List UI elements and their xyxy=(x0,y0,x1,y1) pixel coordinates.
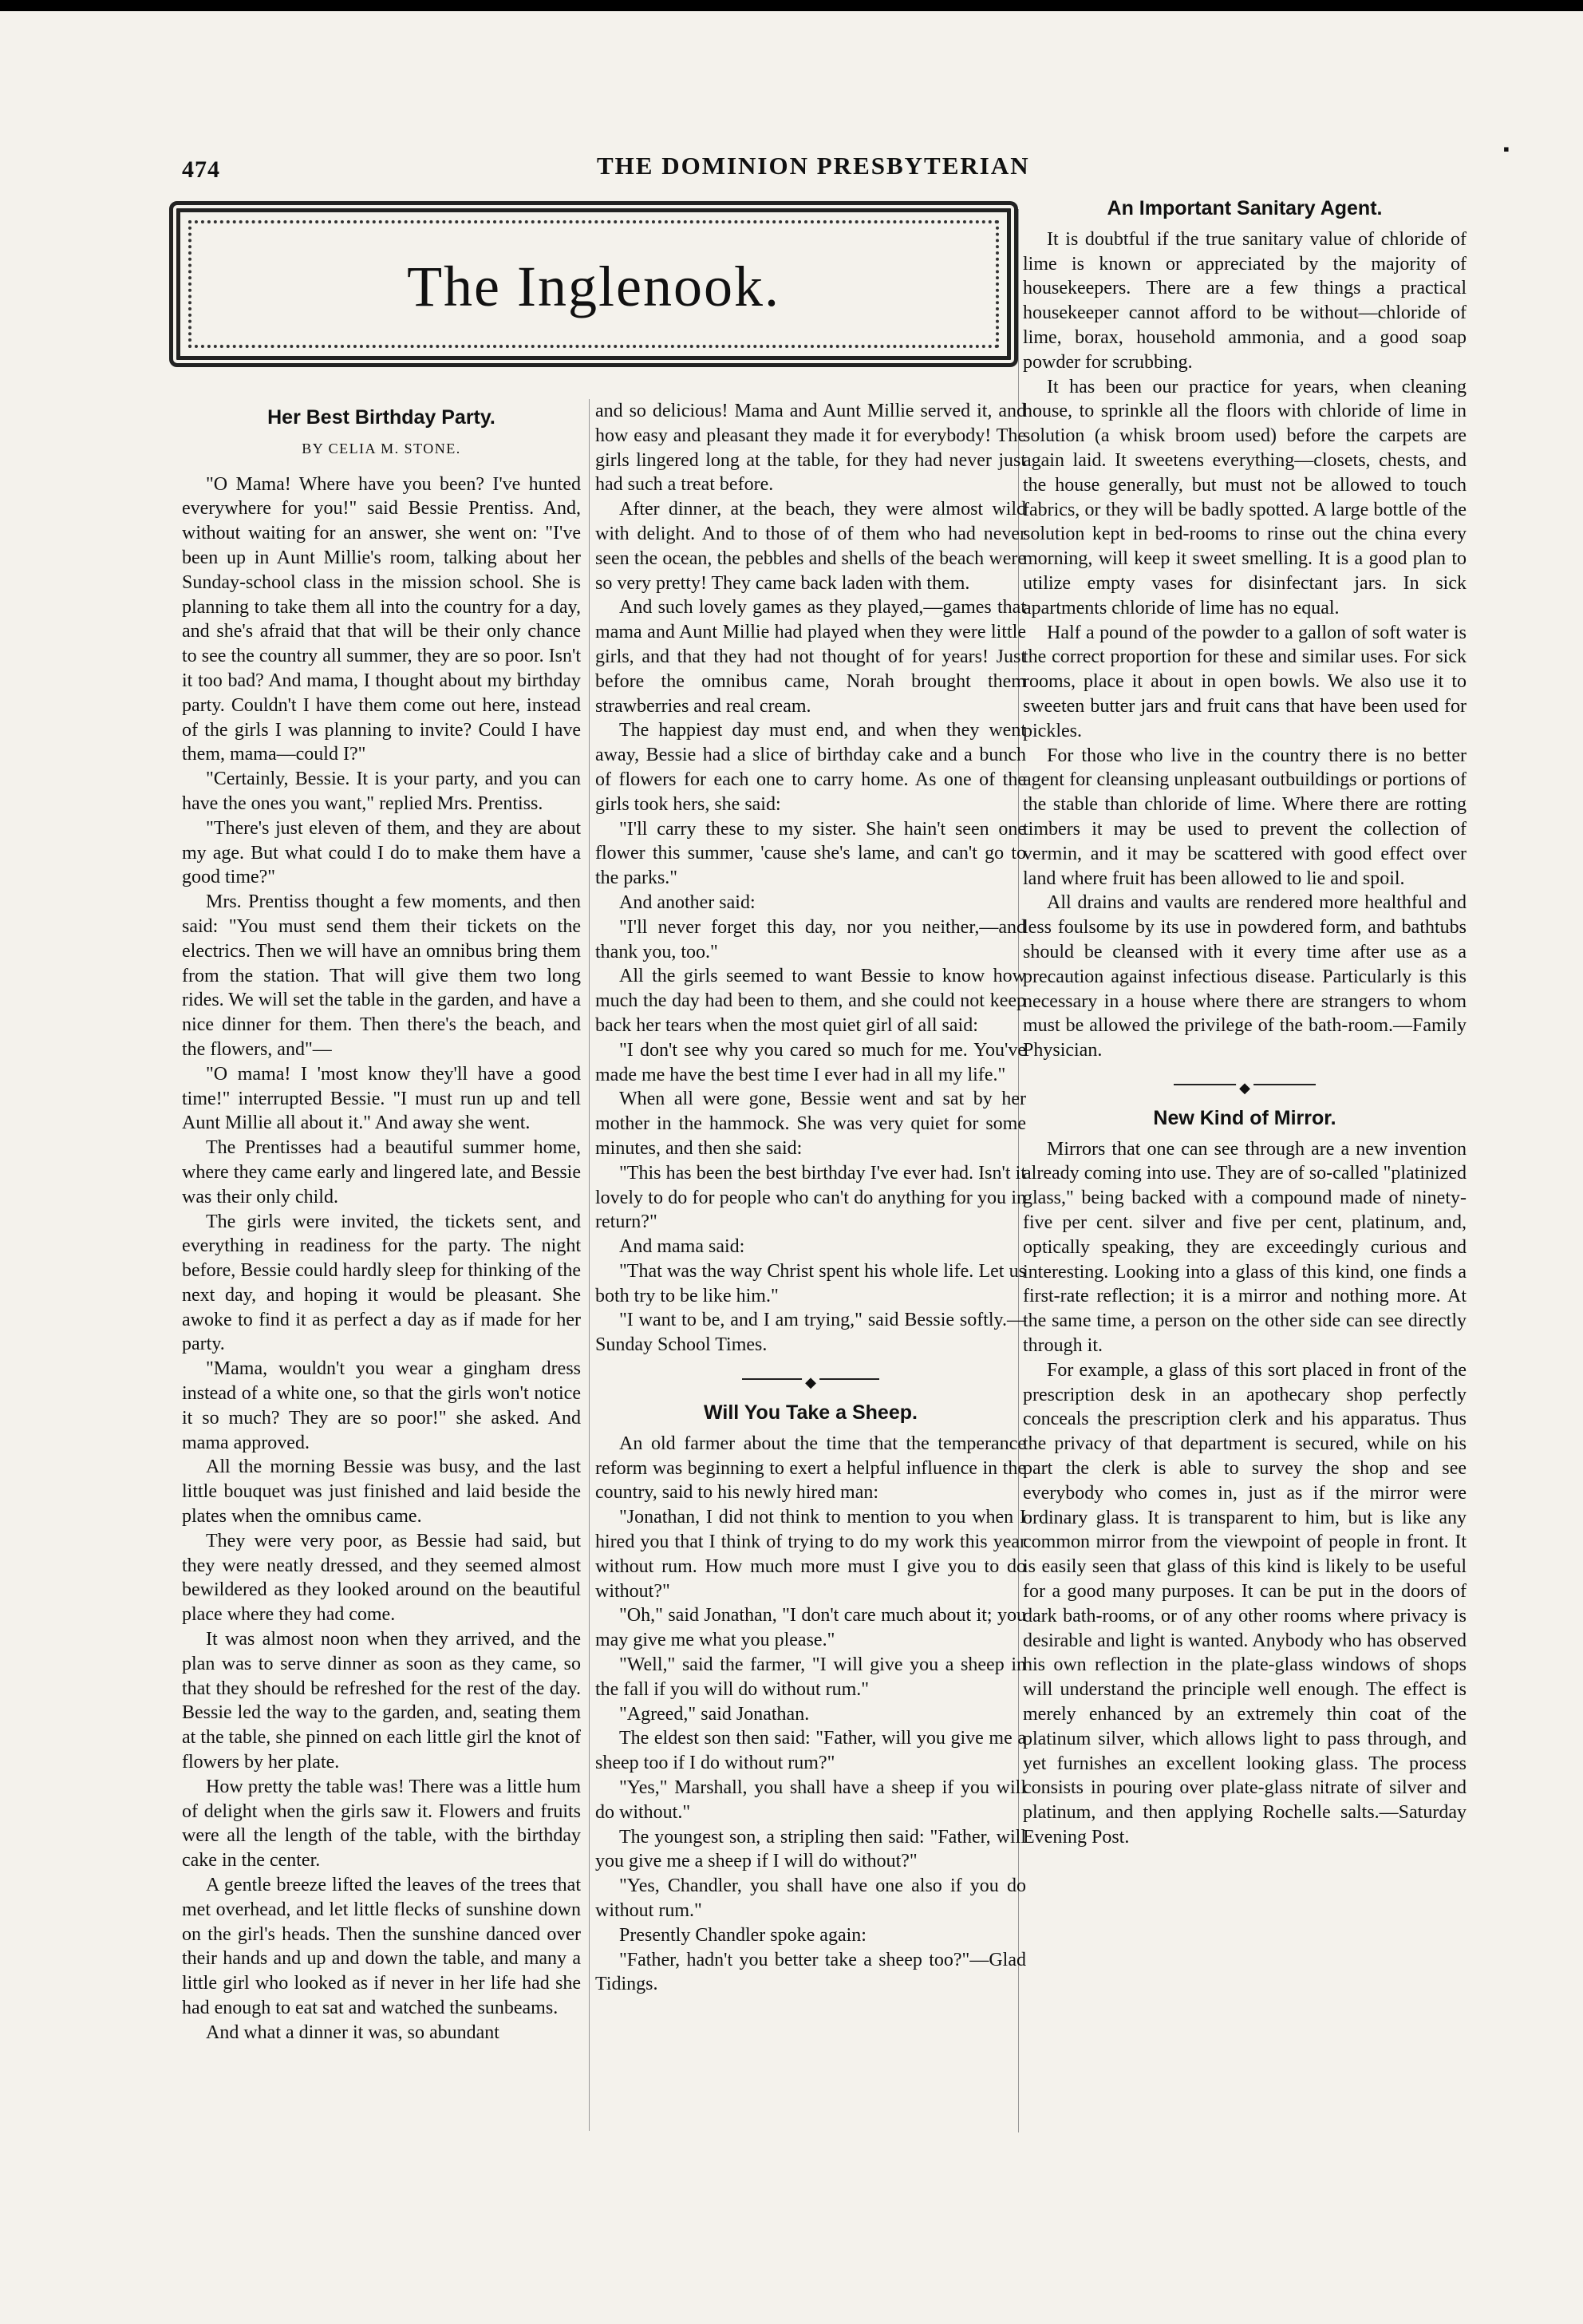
paragraph: "Father, hadn't you better take a sheep too?"—Glad Tidings. xyxy=(595,1949,1026,1995)
paragraph: and so delicious! Mama and Aunt Millie served it, and how easy and pleasant they made it for everybody! The girls lingered long at the table, for they had never just had such a treat before. xyxy=(595,401,1026,496)
column-2 xyxy=(595,399,1026,1997)
paragraph: "Yes," Marshall, you shall have a sheep if you will do without." xyxy=(595,1777,1026,1823)
paragraph: "O mama! I 'most know they'll have a good time!" interrupted Bessie. "I must run up and tell Aunt Millie all about it." And away she went. xyxy=(182,1063,581,1134)
paragraph: "I don't see why you cared so much for me. You've made me have the best time I ever had in all my life." xyxy=(595,1039,1026,1085)
paragraph: "Oh," said Jonathan, "I don't care much about it; you may give me what you please." xyxy=(595,1605,1026,1651)
paragraph: "I'll carry these to my sister. She hain't seen one flower this summer, 'cause she's lame, and can't go to the parks." xyxy=(595,818,1026,889)
paragraph: "I want to be, and I am trying," said Bessie softly.—Sunday School Times. xyxy=(595,1310,1026,1356)
paragraph: The eldest son then said: "Father, will you give me a sheep too if I do without rum?" xyxy=(595,1728,1026,1774)
paragraph: And what a dinner it was, so abundant xyxy=(206,2022,499,2043)
paragraph: The youngest son, a stripling then said: "Father, will you give me a sheep if I will do without?" xyxy=(595,1826,1026,1872)
paragraph: "Jonathan, I did not think to mention to you when I hired you that I think of trying to do my work this year without rum. How much more must I give you to do without?" xyxy=(595,1507,1026,1602)
page-number: 474 xyxy=(182,156,220,183)
paragraph: How pretty the table was! There was a little hum of delight when the girls saw it. Flowers and fruits were all the length of the table, with the birthday cake in the center. xyxy=(182,1776,581,1871)
column-3 xyxy=(1023,196,1467,1850)
paragraph: Mirrors that one can see through are a new invention already coming into use. They are of so-called "platinized glass," being backed with a compound made of ninety-five per cent. silver and five per cent, platinum, and, optically speaking, they are exceedingly curious and interesting. Looking into a glass of this kind, one finds a first-rate reflection; it is a mirror and nothing more. At the same time, a person on the other side can see directly through it. xyxy=(1023,1138,1467,1357)
paragraph: "O Mama! Where have you been? I've hunted everywhere for you!" said Bessie Prentiss. And, without waiting for an answer, she went on: "I've been up in Aunt Millie's room, talking about her Sunday-school class in the mission school. She is planning to take them all into the country for a day, and she's afraid that that will be their only chance to see the country all summer, they are so poor. Isn't it too bad? And mama, I thought about my birthday party. Couldn't I have them come out here, instead of the girls I was planning to invite? Could I have them, mama—could I?" xyxy=(182,473,581,765)
paragraph: The Prentisses had a beautiful summer home, where they came early and lingered late, and Bessie was their only child. xyxy=(182,1137,581,1207)
article-title-sanitary: An Important Sanitary Agent. xyxy=(1107,197,1383,219)
byline: BY CELIA M. STONE. xyxy=(302,440,461,457)
paragraph: The girls were invited, the tickets sent, and everything in readiness for the party. The night before, Bessie could hardly sleep for thinking of the next day, and hoping it would be pleasant. She awoke to find it as perfect a day as if made for her party. xyxy=(182,1211,581,1355)
section-title: The Inglenook. xyxy=(407,255,780,318)
scan-top-border xyxy=(0,0,1583,11)
ornament-icon: ◆ xyxy=(1236,1076,1253,1101)
paragraph: A gentle breeze lifted the leaves of the trees that met overhead, and let little flecks of sunshine down on the girl's heads. Then the sunshine danced over their hands and up and down the table, and many a little girl who looked as if never in her life had she had enough to eat sat and watched the sunbeams. xyxy=(182,1875,581,2018)
paragraph: It was almost noon when they arrived, and the plan was to serve dinner as soon as they came, so that they should be refreshed for the rest of the day. Bessie led the way to the garden, and, seating them at the table, she pinned on each little girl the knot of flowers by her plate. xyxy=(182,1629,581,1773)
paragraph: It is doubtful if the true sanitary value of chloride of lime is known or appreciated by the majority of housekeepers. There are a few things a practical housekeeper cannot afford to be without—chloride of lime, borax, household ammonia, and a good soap powder for scrubbing. xyxy=(1023,228,1467,373)
article-title-mirror: New Kind of Mirror. xyxy=(1153,1106,1336,1129)
paragraph: And another said: xyxy=(619,891,756,913)
paragraph: And mama said: xyxy=(619,1236,745,1258)
paragraph: "Yes, Chandler, you shall have one also if you do without rum." xyxy=(595,1875,1026,1922)
paragraph: "That was the way Christ spent his whole life. Let us both try to be like him." xyxy=(595,1260,1026,1306)
margin-mark: ▪ xyxy=(1503,139,1510,159)
running-title: THE DOMINION PRESBYTERIAN xyxy=(597,152,1030,180)
paragraph: Presently Chandler spoke again: xyxy=(619,1924,867,1946)
paragraph: It has been our practice for years, when cleaning house, to sprinkle all the floors with chloride of lime in solution (a whisk broom used) before the carpets are again laid. It sweetens everything—closets, chests, and the house generally, but must not be allowed to touch fabrics, or they will be badly spotted. A large bottle of the solution kept in bed-rooms to rinse out the china every morning, will keep it sweet smelling. It is a good plan to utilize empty vases for disinfectant jars. In sick apartments chloride of lime has no equal. xyxy=(1023,376,1467,619)
paragraph: When all were gone, Bessie went and sat by her mother in the hammock. She was very quiet for some minutes, and then she said: xyxy=(595,1089,1026,1159)
ornament-icon: ◆ xyxy=(802,1370,819,1395)
paragraph: Mrs. Prentiss thought a few moments, and then said: "You must send them their tickets on the electrics. Then we will have an omnibus bring them from the station. That will give them two long rides. We will set the table in the garden, and have a nice dinner for them. Then there's the beach, and the flowers, and"— xyxy=(182,891,581,1060)
paragraph: "Certainly, Bessie. It is your party, and you can have the ones you want," replied Mrs. Prentiss. xyxy=(182,769,581,814)
paragraph: All drains and vaults are rendered more healthful and less foulsome by its use in powdered form, and bathtubs should be cleansed with it every time after use as a precaution against infectious disease. Particularly is this necessary in a house where there are strangers to whom must be allowed the privilege of the bath-room.—Family Physician. xyxy=(1023,892,1467,1061)
paragraph: For example, a glass of this sort placed in front of the prescription desk in an apothecary shop perfectly conceals the prescription clerk and his apparatus. Thus the privacy of that department is secured, while on his part the clerk is able to survey the shop and see everybody who comes in, just as if the mirror were ordinary glass. It is transparent to him, but is like any common mirror from the viewpoint of people in front. It is easily seen that glass of this kind is likely to be useful for a good many purposes. It can be put in the doors of dark bath-rooms, or of any other rooms where privacy is desirable and light is wanted. Anybody who has observed his own reflection in the plate-glass windows of shops will understand the principle well enough. The effect is merely enhanced by an extremely thin coat of the platinum silver, which allows light to pass through, and yet furnishes an excellent looking glass. The process consists in pouring over plate-glass nitrate of silver and platinum, and then applying Rochelle salts.—Saturday Evening Post. xyxy=(1023,1359,1467,1848)
article-title-sheep: Will You Take a Sheep. xyxy=(704,1401,918,1425)
paragraph: "Agreed," said Jonathan. xyxy=(619,1703,810,1725)
paragraph: All the morning Bessie was busy, and the last little bouquet was just finished and laid beside the plates when the omnibus came. xyxy=(182,1456,581,1528)
paragraph: Half a pound of the powder to a gallon of soft water is the correct proportion for these and similar uses. For sick rooms, place it about in open bowls. We also use it to sweeten butter jars and fruit cans that have been used for pickles. xyxy=(1023,622,1467,741)
paragraph: "Well," said the farmer, "I will give you a sheep in the fall if you will do without rum." xyxy=(595,1654,1026,1700)
paragraph: All the girls seemed to want Bessie to know how much the day had been to them, and she could not keep back her tears when the most quiet girl of all said: xyxy=(595,966,1026,1036)
column-1 xyxy=(182,405,581,2045)
paragraph: "I'll never forget this day, nor you neither,—and thank you, too." xyxy=(595,916,1026,962)
paragraph: "This has been the best birthday I've ever had. Isn't it lovely to do for people who can't do anything for you in return?" xyxy=(595,1162,1026,1233)
paragraph: "There's just eleven of them, and they are about my age. But what could I do to make them have a good time?" xyxy=(182,817,581,888)
paragraph: And such lovely games as they played,—games that mama and Aunt Millie had played when they were little girls, and that they had not thought of for years! Just before the omnibus came, Norah brought them strawberries and real cream. xyxy=(595,597,1026,717)
column-divider xyxy=(589,399,590,2131)
paragraph: The happiest day must end, and when they went away, Bessie had a slice of birthday cake and a bunch of flowers for each one to carry home. As one of the girls took hers, she said: xyxy=(595,720,1026,815)
section-divider xyxy=(1023,1073,1467,1097)
section-divider xyxy=(595,1367,1026,1391)
article-title-birthday: Her Best Birthday Party. xyxy=(267,406,495,429)
paragraph: "Mama, wouldn't you wear a gingham dress instead of a white one, so that the girls won't notice it so much? They are so poor!" she asked. And mama approved. xyxy=(182,1358,581,1453)
paragraph: An old farmer about the time that the temperance reform was beginning to exert a helpful influence in the country, said to his newly hired man: xyxy=(595,1433,1026,1504)
paragraph: After dinner, at the beach, they were almost wild with delight. And to those of of them who had never seen the ocean, the pebbles and shells of the beach were so very pretty! They came back laden with them. xyxy=(595,499,1026,594)
paragraph: For those who live in the country there is no better agent for cleansing unpleasant outbuildings or portions of the stable than chloride of lime. Where there are rotting timbers it may be used to prevent the collection of vermin, and it may be scattered with good effect over land where fruit has been allowed to lie and spoil. xyxy=(1023,745,1467,889)
paragraph: They were very poor, as Bessie had said, but they were neatly dressed, and they seemed almost bewildered as they looked around on the beautiful place where they had come. xyxy=(182,1530,581,1626)
